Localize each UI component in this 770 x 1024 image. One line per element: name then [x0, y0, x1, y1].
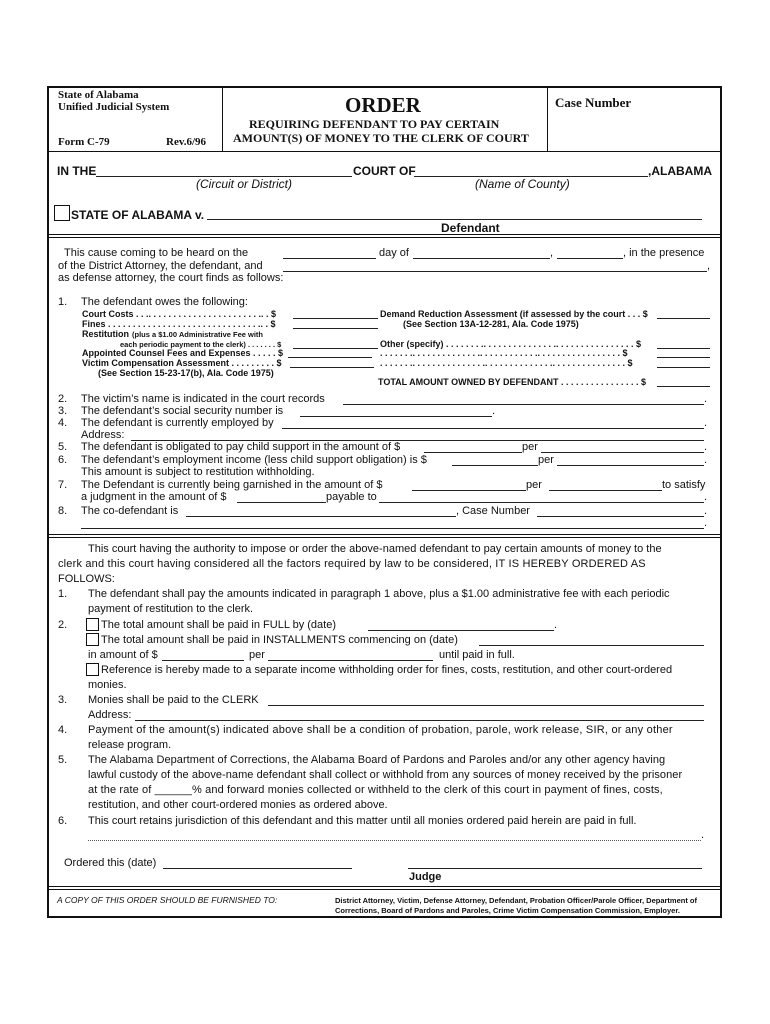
order-5-text-3: at the rate of ______% and forward monies collected or withheld to the clerk of this court in payment of fines, costs, [88, 784, 663, 796]
header-divider-left [222, 86, 223, 152]
in-the-label: IN THE [57, 164, 97, 178]
state-checkbox[interactable] [54, 205, 70, 221]
defendant-label: Defendant [441, 221, 500, 235]
order-3-text: Monies shall be paid to the CLERK [88, 694, 259, 706]
clerk-field[interactable] [268, 705, 704, 706]
finding-2-number: 2. [58, 393, 68, 405]
recipients-line-2: Corrections, Board of Pardons and Paroles, Crime Victim Compensation Commission, Employer. [335, 906, 680, 915]
demand-reduction-note: (See Section 13A-12-281, Ala. Code 1975) [403, 319, 579, 329]
order-1-number: 1. [58, 588, 68, 600]
hearing-day-field[interactable] [283, 258, 376, 259]
clerk-address-label: Address: [88, 709, 132, 721]
form-title: ORDER [345, 93, 421, 117]
intro-text-1d: , in the presence [623, 247, 705, 259]
court-costs-field[interactable] [293, 318, 378, 319]
finding-8-number: 8. [58, 505, 68, 517]
intro-text-1b: day of [379, 247, 409, 259]
order-6-text: This court retains jurisdiction of this defendant and this matter until all monies ordered paid herein are paid in full. [88, 815, 637, 827]
order-intro-3: FOLLOWS: [58, 573, 115, 585]
judge-label: Judge [409, 871, 442, 883]
restitution-label: Restitution [82, 329, 129, 339]
demand-reduction-label: Demand Reduction Assessment (if assessed by the court . . . $ [380, 309, 648, 319]
intro-text-1a: This cause coming to be heard on the [64, 247, 249, 259]
copy-to-label: A COPY OF THIS ORDER SHOULD BE FURNISHED TO: [57, 895, 278, 905]
employer-field[interactable] [282, 428, 704, 429]
order-5-text-2: lawful custody of the above-name defendant shall collect or withhold from any sources of money received by the prisoner [88, 769, 683, 781]
withholding-text: Reference is hereby made to a separate income withholding order for fines, costs, restitution, and other court-ordered [101, 664, 673, 676]
garnish-amount-field[interactable] [412, 490, 526, 491]
clerk-address-field[interactable] [135, 720, 704, 721]
installment-amount-label: in amount of $ [88, 649, 158, 661]
judge-signature-field[interactable] [408, 868, 702, 869]
alabama-label: ,ALABAMA [648, 164, 712, 178]
form-number: Form C-79 [58, 136, 110, 148]
withholding-checkbox[interactable] [86, 663, 99, 676]
installment-amount-field[interactable] [162, 660, 244, 661]
court-costs-label: Court Costs . . .. . . . . . . . . . . . . . . . . . . . . . .. . $ [82, 309, 277, 319]
defense-attorney-field[interactable] [283, 271, 707, 272]
finding-7-judgment: a judgment in the amount of $ [81, 491, 227, 503]
child-support-period-field[interactable] [541, 452, 704, 453]
finding-6-note: This amount is subject to restitution withholding. [81, 466, 315, 478]
header-bottom-rule [47, 151, 722, 152]
other-field-2[interactable] [657, 357, 710, 358]
order-6-period: . [701, 829, 705, 841]
finding-4-number: 4. [58, 417, 68, 429]
finding-2-period: . [704, 393, 708, 405]
appointed-counsel-field[interactable] [288, 357, 372, 358]
finding-5-per: per [522, 441, 538, 453]
order-1-text-2: payment of restitution to the clerk. [88, 603, 254, 615]
finding-7-per: per [526, 479, 542, 491]
order-5-text-4: restitution, and other court-ordered monies as ordered above. [88, 799, 388, 811]
order-intro-2: clerk and this court having considered all the factors required by law to be considered, IT IS HEREBY ORDERED AS [58, 558, 646, 570]
order-6-number: 6. [58, 815, 68, 827]
order-2-number: 2. [58, 619, 68, 631]
pay-full-period: . [554, 619, 558, 631]
finding-3-text: The defendant’s social security number is [81, 405, 284, 417]
order-intro-1: This court having the authority to impose or order the above-named defendant to pay certain amounts of money to the [88, 543, 662, 555]
state-v-label: STATE OF ALABAMA v. [71, 208, 205, 222]
codefendant-extra-field[interactable] [81, 528, 704, 529]
child-support-amount-field[interactable] [424, 452, 522, 453]
codefendant-name-field[interactable] [186, 516, 456, 517]
header-divider-right [547, 86, 548, 152]
order-1-text: The defendant shall pay the amounts indicated in paragraph 1 above, plus a $1.00 administrative fee with each periodic [88, 588, 670, 600]
pay-full-text: The total amount shall be paid in FULL by (date) [101, 619, 337, 631]
victim-comp-label: Victim Compensation Assessment . . . . . . . . . $ [82, 358, 282, 368]
finding-6-period: . [704, 454, 708, 466]
order-4-text-2: release program. [88, 739, 172, 751]
victim-name-field[interactable] [343, 404, 704, 405]
circuit-hint: (Circuit or District) [196, 177, 292, 191]
case-number-label: Case Number [555, 95, 632, 110]
fines-label: Fines . . . . . . . . . . . . . . . . . . . . . . . . . . . . . . .. . $ [82, 319, 276, 329]
ordered-date-label: Ordered this (date) [64, 857, 157, 869]
finding-2-text: The victim’s name is indicated in the court records [81, 393, 325, 405]
victim-comp-note: (See Section 15-23-17(b), Ala. Code 1975) [98, 368, 274, 378]
garnish-period-field[interactable] [549, 490, 662, 491]
installments-checkbox[interactable] [86, 633, 99, 646]
finding-7-text: The Defendant is currently being garnished in the amount of $ [81, 479, 383, 491]
case-number-field[interactable] [552, 112, 717, 148]
findings-rule-2 [47, 537, 722, 538]
withholding-text-2: monies. [88, 679, 127, 691]
victim-comp-field[interactable] [290, 367, 374, 368]
employer-address-label: Address: [81, 429, 125, 441]
state-name: State of Alabama [58, 89, 139, 101]
order-4-text: Payment of the amount(s) indicated above shall be a condition of probation, parole, work release, SIR, or any other [88, 724, 673, 736]
finding-4-period: . [704, 417, 708, 429]
codefendant-case-field[interactable] [537, 516, 704, 517]
installment-until: until paid in full. [439, 649, 515, 661]
installment-period-field[interactable] [268, 660, 433, 661]
ordered-date-field[interactable] [163, 868, 352, 869]
court-of-label: COURT OF [353, 164, 416, 178]
other-field-3[interactable] [657, 367, 710, 368]
form-revision: Rev.6/96 [166, 136, 207, 148]
other-line-2: . . . . . . .. . . . . . . . . . . . . .. . . . . . . . . . . .. . . . . . . . . . . . . . . . . $ [380, 348, 628, 358]
caption-rule-1 [47, 234, 722, 235]
other-line-3: . . . . . . .. . . . . . . . . . . . . . .. . . . . . . . . . . . . .. . . . . . . . . . . . . . . $ [380, 358, 633, 368]
defendant-name-field[interactable] [207, 219, 702, 220]
footer-rule-1 [47, 886, 722, 887]
intro-text-3: as defense attorney, the court finds as follows: [58, 272, 284, 284]
system-name: Unified Judicial System [58, 101, 170, 113]
finding-6-text: The defendant’s employment income (less child support obligation) is $ [81, 454, 427, 466]
income-amount-field[interactable] [452, 465, 538, 466]
finding-3-number: 3. [58, 405, 68, 417]
total-field[interactable] [657, 386, 710, 387]
restitution-note: (plus a $1.00 Administrative Fee with [132, 330, 264, 339]
demand-reduction-field[interactable] [657, 318, 710, 319]
finding-1-text: The defendant owes the following: [81, 296, 248, 308]
order-6-extra-field[interactable] [88, 840, 701, 841]
caption-rule-2 [47, 237, 722, 238]
finding-6-per: per [538, 454, 554, 466]
form-subtitle-2: AMOUNT(S) OF MONEY TO THE CLERK OF COURT [233, 131, 529, 145]
ssn-field[interactable] [300, 416, 492, 417]
finding-7-number: 7. [58, 479, 68, 491]
judgment-amount-field[interactable] [237, 502, 326, 503]
finding-5-period: . [704, 441, 708, 453]
installment-per-label: per [249, 649, 265, 661]
finding-3-period: . [492, 405, 496, 417]
hearing-year-field[interactable] [557, 258, 623, 259]
payable-to-field[interactable] [379, 502, 704, 503]
installments-text: The total amount shall be paid in INSTALLMENTS commencing on (date) [101, 634, 458, 646]
form-subtitle-1: REQUIRING DEFENDANT TO PAY CERTAIN [249, 117, 500, 131]
restitution-note-2: each periodic payment to the clerk) . . . . . . . $ [120, 340, 282, 349]
intro-comma: , [550, 247, 554, 259]
finding-7-satisfy: to satisfy [662, 479, 706, 491]
intro-text-2b: , [707, 260, 711, 272]
other-label: Other (specify) . . . . . . . .. . . . . . . . . . . . . . .. . . . . . . . . . . . . . . . $ [380, 339, 642, 349]
finding-4-text: The defendant is currently employed by [81, 417, 274, 429]
finding-6-number: 6. [58, 454, 68, 466]
finding-7-period: . [704, 491, 708, 503]
total-label: TOTAL AMOUNT OWNED BY DEFENDANT . . . . . . . . . . . . . . . . $ [378, 377, 647, 387]
finding-8-case: , Case Number [456, 505, 530, 517]
pay-full-checkbox[interactable] [86, 618, 99, 631]
installments-date-field[interactable] [479, 645, 704, 646]
restitution-field[interactable] [293, 348, 378, 349]
finding-1-number: 1. [58, 296, 68, 308]
finding-7-payable: payable to [326, 491, 377, 503]
order-5-text: The Alabama Department of Corrections, the Alabama Board of Pardons and Paroles and/or any other agency having [88, 754, 666, 766]
hearing-month-field[interactable] [413, 258, 550, 259]
intro-text-2a: of the District Attorney, the defendant, and [58, 260, 263, 272]
footer-rule-2 [47, 889, 722, 890]
finding-8-period-2: . [704, 517, 708, 529]
finding-5-text: The defendant is obligated to pay child support in the amount of $ [81, 441, 401, 453]
order-5-number: 5. [58, 754, 68, 766]
finding-5-number: 5. [58, 441, 68, 453]
recipients-line-1: District Attorney, Victim, Defense Attorney, Defendant, Probation Officer/Parole Officer, Department of [335, 896, 698, 905]
findings-rule-1 [47, 534, 722, 535]
county-hint: (Name of County) [475, 177, 570, 191]
order-3-number: 3. [58, 694, 68, 706]
income-period-field[interactable] [557, 465, 704, 466]
other-field[interactable] [657, 348, 710, 349]
finding-8-period: . [704, 505, 708, 517]
pay-full-date-field[interactable] [368, 630, 554, 631]
order-4-number: 4. [58, 724, 68, 736]
fines-field[interactable] [293, 328, 378, 329]
appointed-counsel-label: Appointed Counsel Fees and Expenses . . . . . $ [82, 348, 284, 358]
finding-8-text: The co-defendant is [81, 505, 179, 517]
